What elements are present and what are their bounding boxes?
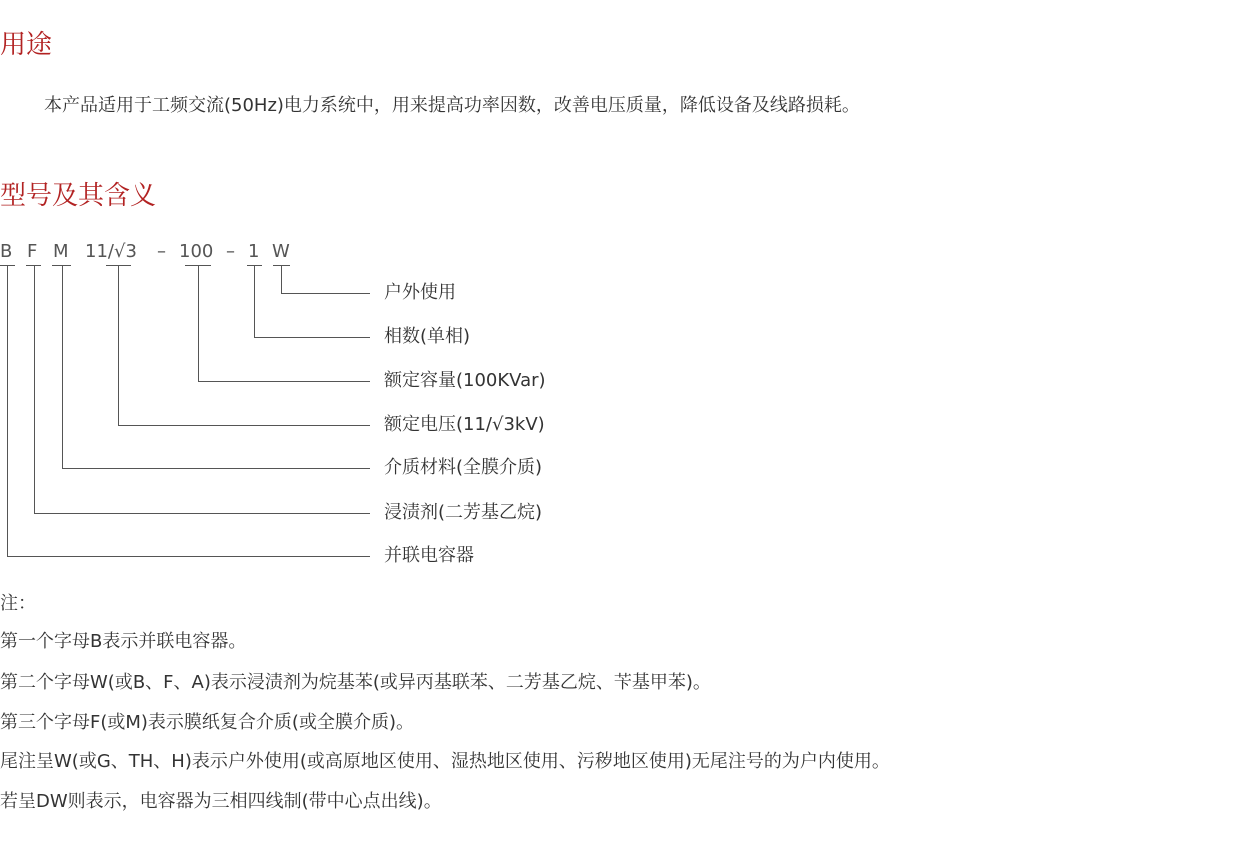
- meaning-impregnant: 浸渍剂(二芳基乙烷): [384, 502, 543, 523]
- note-line-1: 第一个字母B表示并联电容器。: [0, 631, 247, 652]
- code-letter-b: B: [0, 241, 13, 262]
- code-dash-2: –: [226, 241, 235, 262]
- meaning-voltage: 额定电压(11/√3kV): [384, 414, 545, 435]
- notes-heading: 注：: [0, 593, 36, 614]
- leader-w: [282, 266, 371, 294]
- leader-m: [63, 266, 371, 469]
- note-line-3: 第三个字母F(或M)表示膜纸复合介质(或全膜介质)。: [0, 712, 414, 733]
- code-voltage: 11/√3: [85, 241, 137, 262]
- code-phase: 1: [248, 241, 260, 262]
- leader-phase: [255, 266, 371, 338]
- leader-b: [8, 266, 371, 557]
- code-letter-m: M: [53, 241, 69, 262]
- note-line-2: 第二个字母W(或B、F、A)表示浸渍剂为烷基苯(或异丙基联苯、二芳基乙烷、苄基甲苯)。: [0, 672, 711, 693]
- model-title: 型号及其含义: [0, 181, 157, 211]
- meaning-dielectric: 介质材料(全膜介质): [384, 457, 543, 478]
- leader-voltage: [119, 266, 371, 426]
- note-line-5: 若呈DW则表示，电容器为三相四线制(带中心点出线)。: [0, 791, 442, 812]
- code-letter-f: F: [27, 241, 38, 262]
- code-dash-1: –: [157, 241, 166, 262]
- leader-f: [35, 266, 371, 514]
- meaning-type: 并联电容器: [384, 545, 474, 566]
- leader-capacity: [199, 266, 371, 382]
- code-letter-w: W: [272, 241, 290, 262]
- usage-text: 本产品适用于工频交流(50Hz)电力系统中，用来提高功率因数，改善电压质量，降低设备及线路损耗。: [44, 95, 860, 116]
- usage-title: 用途: [0, 30, 53, 60]
- code-capacity: 100: [179, 241, 214, 262]
- note-line-4: 尾注呈W(或G、TH、H)表示户外使用(或高原地区使用、湿热地区使用、污秽地区使用)无尾注号的为户内使用。: [0, 751, 890, 772]
- meaning-outdoor: 户外使用: [384, 282, 456, 303]
- meaning-phase: 相数(单相): [384, 326, 471, 347]
- meaning-capacity: 额定容量(100KVar): [384, 370, 546, 391]
